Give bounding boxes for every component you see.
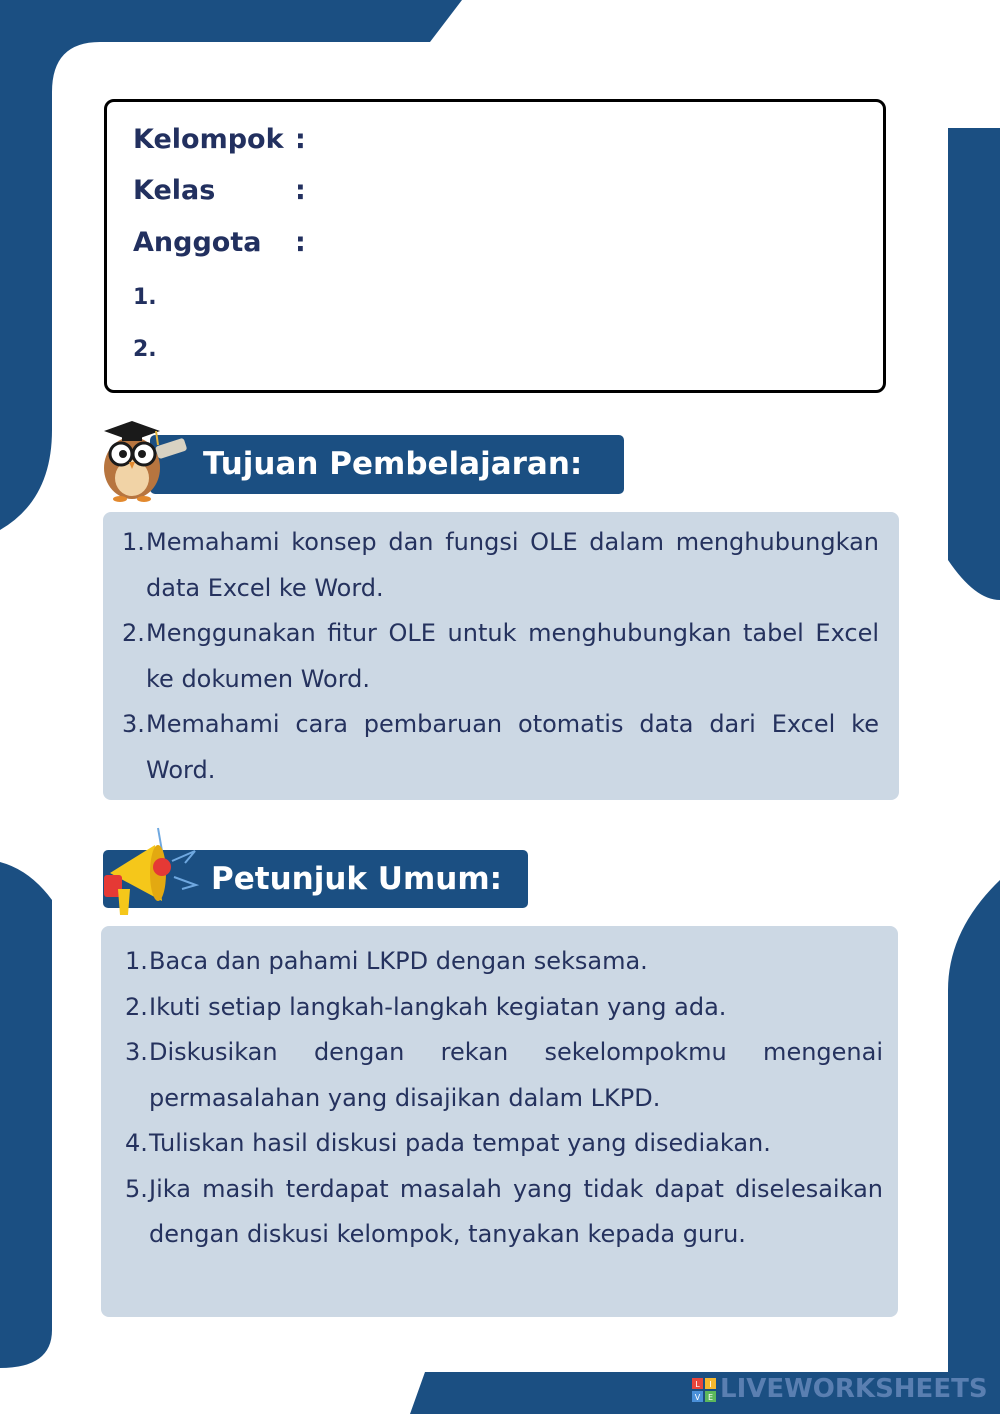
member-number-2: 2. xyxy=(133,337,157,362)
instructions-title: Petunjuk Umum: xyxy=(211,861,503,897)
objectives-header xyxy=(150,435,624,494)
instruction-item xyxy=(125,939,883,985)
logo-letter-e: E xyxy=(707,1393,714,1402)
instruction-number: 4. xyxy=(125,1129,148,1157)
objective-text: Menggunakan fitur OLE untuk menghubungkan tabel Excel ke dokumen Word. xyxy=(146,619,879,693)
megaphone-icon xyxy=(100,823,200,918)
instruction-text: Jika masih terdapat masalah yang tidak dapat diselesaikan dengan diskusi kelompok, tanyakan kepada guru. xyxy=(149,1174,883,1248)
members-row xyxy=(133,227,306,258)
instruction-text: Diskusikan dengan rekan sekelompokmu mengenai permasalahan yang disajikan dalam LKPD. xyxy=(149,1038,883,1112)
instruction-item xyxy=(125,1167,883,1258)
identity-box xyxy=(104,99,886,393)
instruction-number: 1. xyxy=(125,947,148,975)
member-number-1: 1. xyxy=(133,285,157,310)
logo-letter-v: V xyxy=(694,1393,701,1402)
class-row xyxy=(133,175,306,206)
liveworksheets-logo-icon xyxy=(692,1378,716,1402)
objectives-panel xyxy=(103,512,899,800)
members-colon: : xyxy=(295,227,306,258)
logo-letter-i: I xyxy=(709,1380,712,1389)
instruction-number: 3. xyxy=(125,1038,148,1066)
watermark-text: LIVEWORKSHEETS xyxy=(720,1374,988,1404)
group-row xyxy=(133,124,306,155)
logo-letter-l: L xyxy=(695,1380,700,1389)
objectives-list xyxy=(122,520,879,793)
instruction-number: 2. xyxy=(125,992,148,1021)
instructions-panel xyxy=(101,926,898,1317)
objective-number: 2. xyxy=(122,619,145,647)
instruction-number: 5. xyxy=(125,1174,148,1203)
objectives-title: Tujuan Pembelajaran: xyxy=(203,446,583,482)
class-colon: : xyxy=(295,175,306,206)
instructions-list xyxy=(125,939,883,1258)
objective-number: 3. xyxy=(122,710,145,738)
instruction-item xyxy=(125,1030,883,1121)
members-label: Anggota xyxy=(133,227,262,258)
instruction-text: Tuliskan hasil diskusi pada tempat yang disediakan. xyxy=(149,1129,771,1157)
class-label: Kelas xyxy=(133,175,216,206)
group-label: Kelompok xyxy=(133,124,284,155)
instruction-text: Baca dan pahami LKPD dengan seksama. xyxy=(149,947,648,975)
owl-graduate-icon xyxy=(96,416,192,502)
objective-text: Memahami cara pembaruan otomatis data dari Excel ke Word. xyxy=(146,710,879,784)
instruction-item xyxy=(125,1121,883,1167)
instruction-text: Ikuti setiap langkah-langkah kegiatan yang ada. xyxy=(149,992,727,1021)
objective-item xyxy=(122,520,879,611)
objective-text: Memahami konsep dan fungsi OLE dalam menghubungkan data Excel ke Word. xyxy=(146,528,879,602)
objective-item xyxy=(122,702,879,793)
objective-number: 1. xyxy=(122,528,145,556)
instruction-item xyxy=(125,985,883,1031)
group-colon: : xyxy=(295,124,306,155)
objective-item xyxy=(122,611,879,702)
